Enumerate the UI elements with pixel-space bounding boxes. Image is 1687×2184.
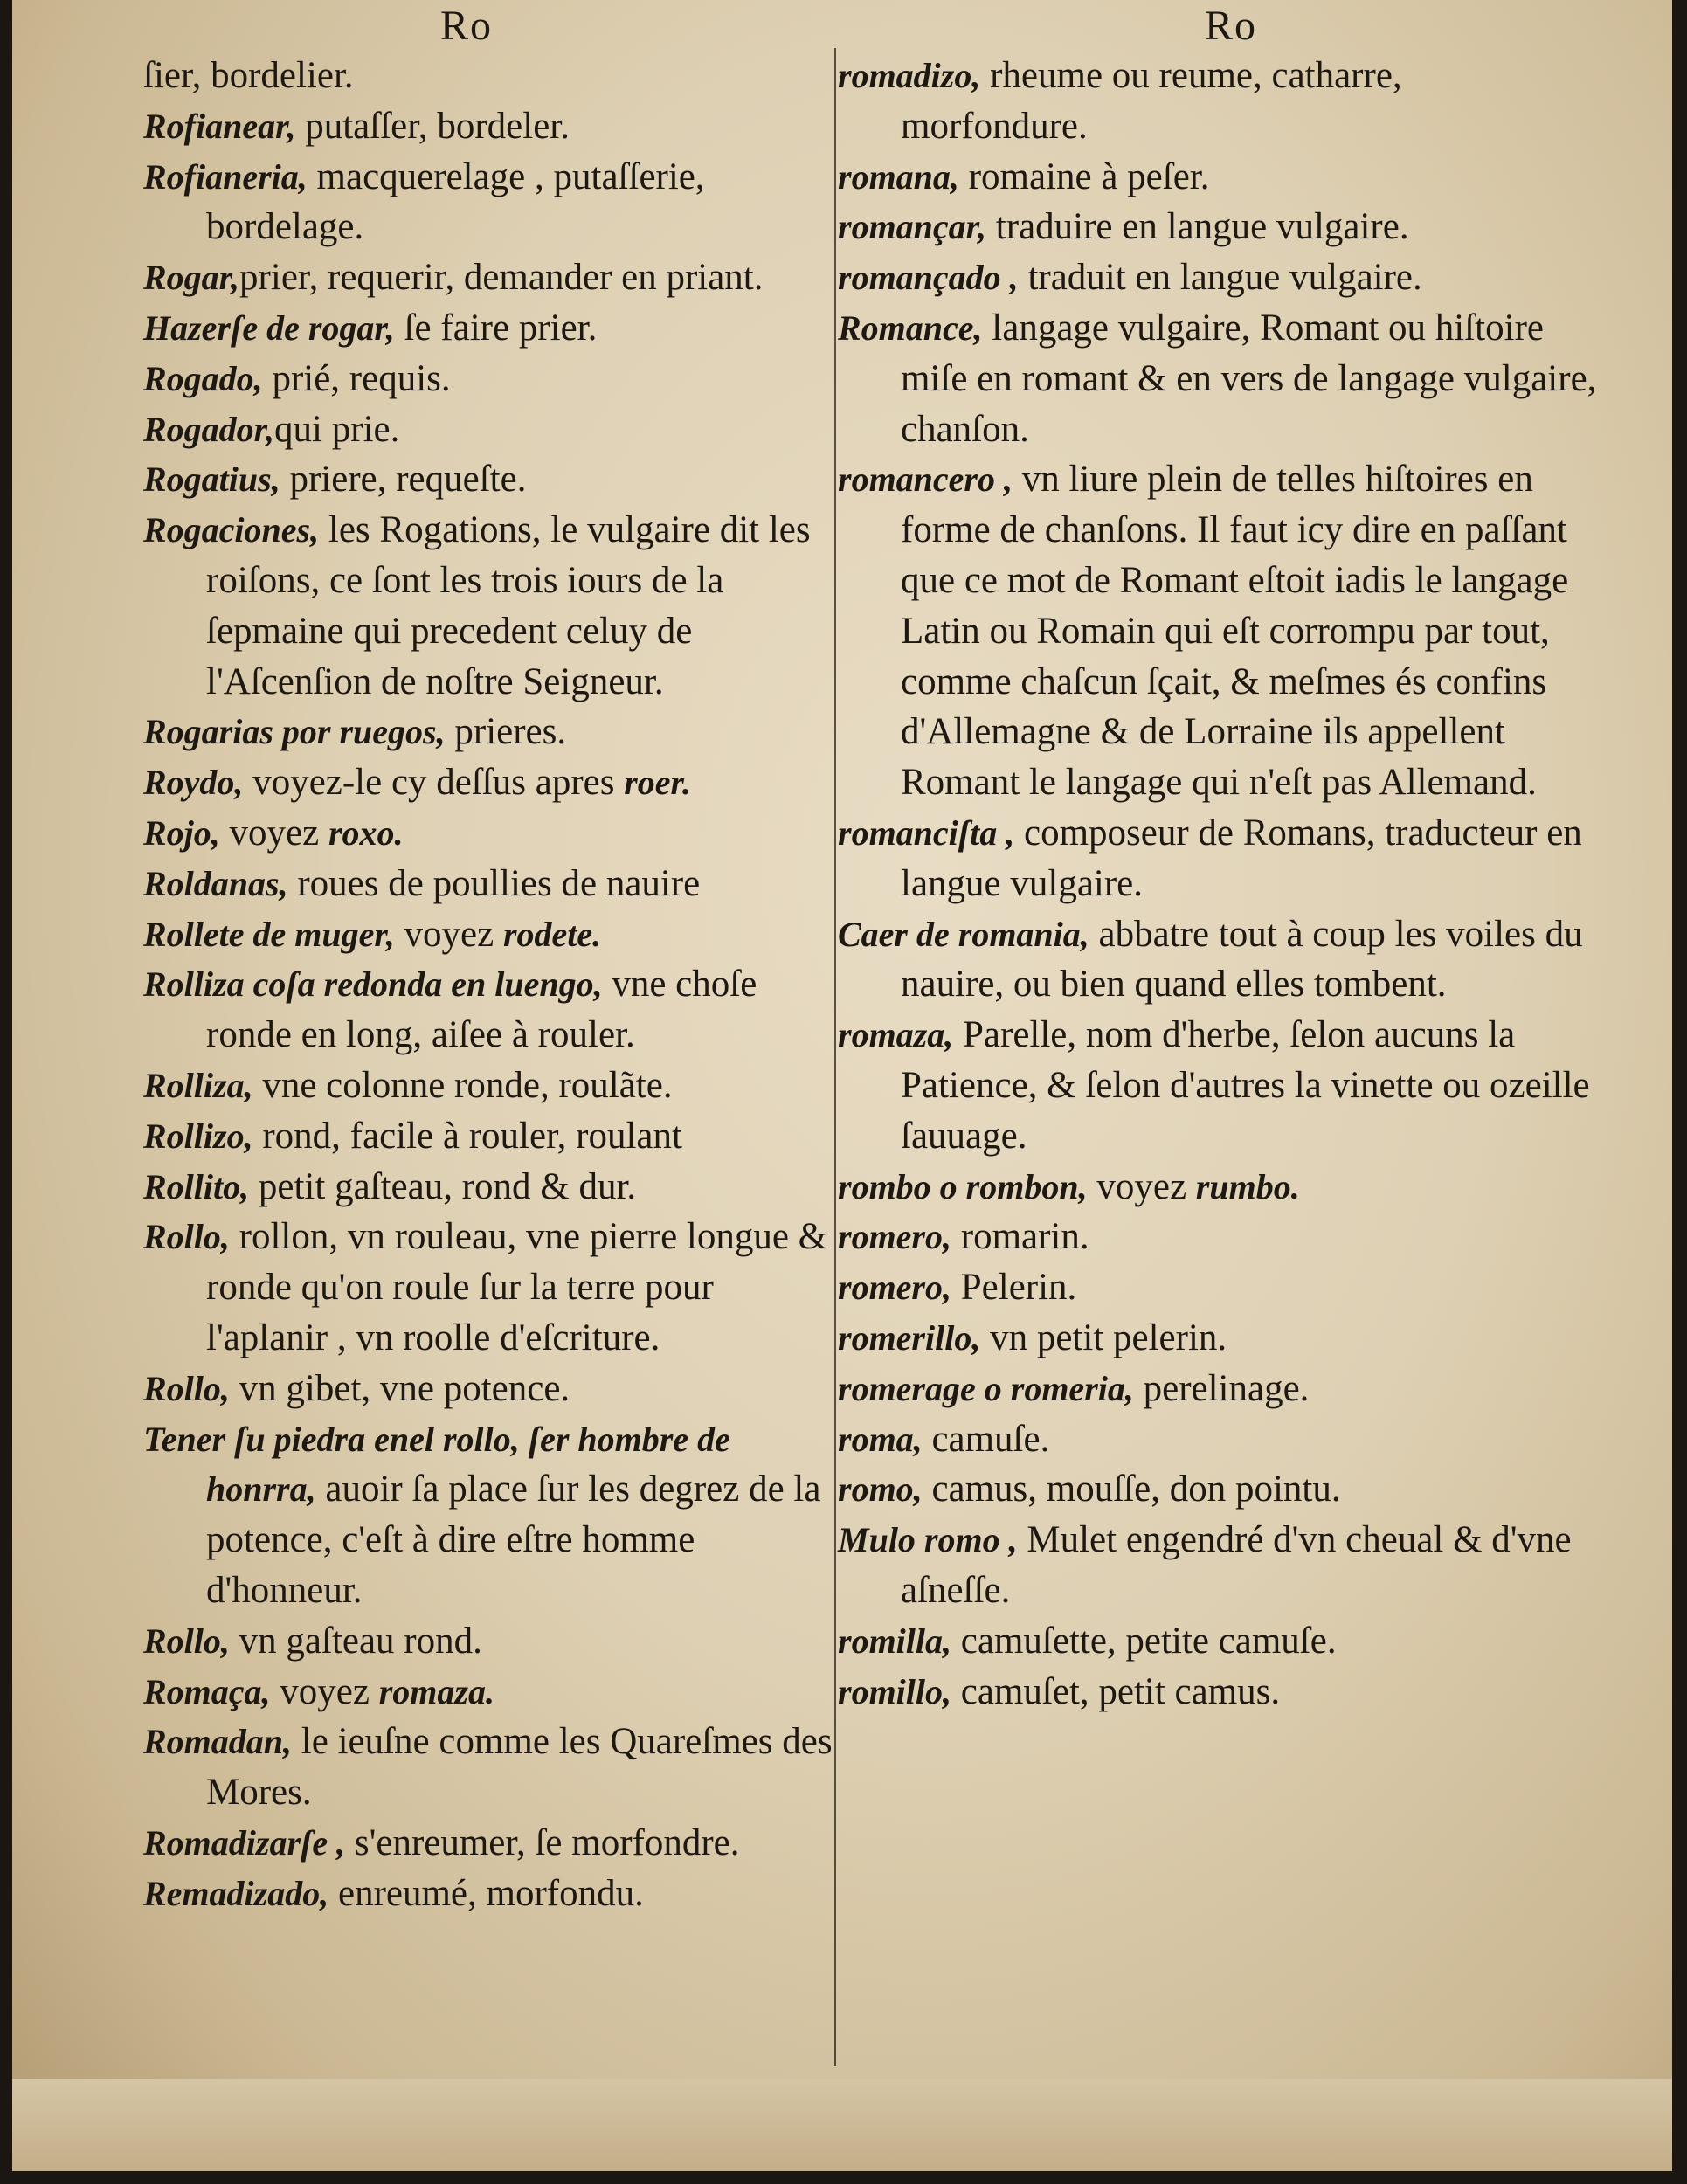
right-column [838,51,1598,1717]
entry-7: Rogatius, priere, requeſte. [143,459,527,501]
running-head-left: Ro [440,3,494,49]
entry-12: Roldanas, roues de poullies de nauire [143,862,701,904]
entry-22: Romaça, voyez romaza. [143,1670,494,1712]
page-bottom-margin [12,2079,1672,2171]
entry-13: Rollete de muger, voyez rodete. [143,913,602,955]
entry-11: Rojo, voyez roxo. [143,812,404,854]
entry-15: Rolliza, vne colonne ronde, roulãte. [143,1064,673,1106]
entry-25: Remadizado, enreumé, morfondu. [143,1872,644,1914]
entry-6: Rogador,qui prie. [143,408,400,450]
entry-r6: romanciſta , composeur de Romans, traducteur en langue vulgaire. [838,812,1582,904]
entry-r11: romero, Pelerin. [838,1267,1077,1309]
entry-9: Rogarias por ruegos, prieres. [143,711,567,753]
entry-20: Tener ſu piedra enel rollo, ſer hombre de honrra, auoir ſa place ſur les degrez de la potence, c'eſt à dire eſtre homme d'honneur. [143,1419,821,1611]
entry-5: Rogado, prié, requis. [143,357,451,399]
entry-4: Hazerſe de rogar, ſe faire prier. [143,307,598,349]
entry-r12: romerillo, vn petit pelerin. [838,1317,1227,1358]
dictionary-page [12,0,1672,2171]
entry-2: Rofianeria, macquerelage , putaſſerie, bordelage. [143,156,705,248]
entry-r14: roma, camuſe. [838,1418,1050,1460]
entry-r0: romadizo, rheume ou reume, catharre, morfondure. [838,55,1402,147]
entry-17: Rollito, petit gaſteau, rond & dur. [143,1165,637,1207]
entry-r1: romana, romaine à peſer. [838,156,1210,197]
entry-21: Rollo, vn gaſteau rond. [143,1620,482,1662]
entry-19: Rollo, vn gibet, vne potence. [143,1367,570,1409]
entry-r10: romero, romarin. [838,1216,1089,1258]
entry-r18: romillo, camuſet, petit camus. [838,1670,1281,1712]
entry-10: Roydo, voyez-le cy deſſus apres roer. [143,762,691,804]
entry-r2: romançar, traduire en langue vulgaire. [838,206,1409,248]
entry-18: Rollo, rollon, vn rouleau, vne pierre longue & ronde qu'on roule ſur la terre pour l'aplanir , vn roolle d'eſcriture. [143,1216,828,1358]
entry-16: Rollizo, rond, facile à rouler, roulant [143,1115,682,1157]
entry-r3: romançado , traduit en langue vulgaire. [838,257,1422,299]
entry-r9: rombo o rombon, voyez rumbo. [838,1165,1300,1207]
entry-8: Rogaciones, les Rogations, le vulgaire dit les roiſons, ce ſont les trois iours de la ſepmaine qui precedent celuy de l'Aſcenſion de noſtre Seigneur. [143,509,811,702]
left-column [143,51,838,1918]
entry-r5: romancero , vn liure plein de telles hiſtoires en forme de chanſons. Il faut icy dire en paſſant que ce mot de Romant eſtoit iadis le langage Latin ou Romain qui eſt corrompu par tout, comme chaſcun ſçait, & meſmes és confins d'Allemagne & de Lorraine ils appellent Romant le langage qui n'eſt pas Allemand. [838,459,1569,804]
entry-14: Rolliza coſa redonda en luengo, vne choſe ronde en long, aiſee à rouler. [143,964,757,1056]
entry-3: Rogar,prier, requerir, demander en priant. [143,257,764,299]
entry-24: Romadizarſe , s'enreumer, ſe morfondre. [143,1821,740,1863]
entry-r8: romaza, Parelle, nom d'herbe, ſelon aucuns la Patience, & ſelon d'autres la vinette ou ozeille ſauuage. [838,1014,1590,1157]
running-head-right: Ro [1205,3,1258,49]
entry-r4: Romance, langage vulgaire, Romant ou hiſtoire miſe en romant & en vers de langage vulgaire, chanſon. [838,307,1597,450]
entry-1: Rofianear, putaſſer, bordeler. [143,105,570,147]
column-divider [834,48,836,2066]
entry-r7: Caer de romania, abbatre tout à coup les voiles du nauire, ou bien quand elles tombent. [838,913,1583,1006]
entry-23: Romadan, le ieuſne comme les Quareſmes des Mores. [143,1721,833,1814]
entry-0: ſier, bordelier. [143,55,354,96]
entry-r17: romilla, camuſette, petite camuſe. [838,1620,1337,1662]
entry-r13: romerage o romeria, perelinage. [838,1367,1310,1409]
entry-r16: Mulo romo , Mulet engendré d'vn cheual & d'vne aſneſſe. [838,1519,1572,1611]
entry-r15: romo, camus, mouſſe, don pointu. [838,1469,1341,1510]
